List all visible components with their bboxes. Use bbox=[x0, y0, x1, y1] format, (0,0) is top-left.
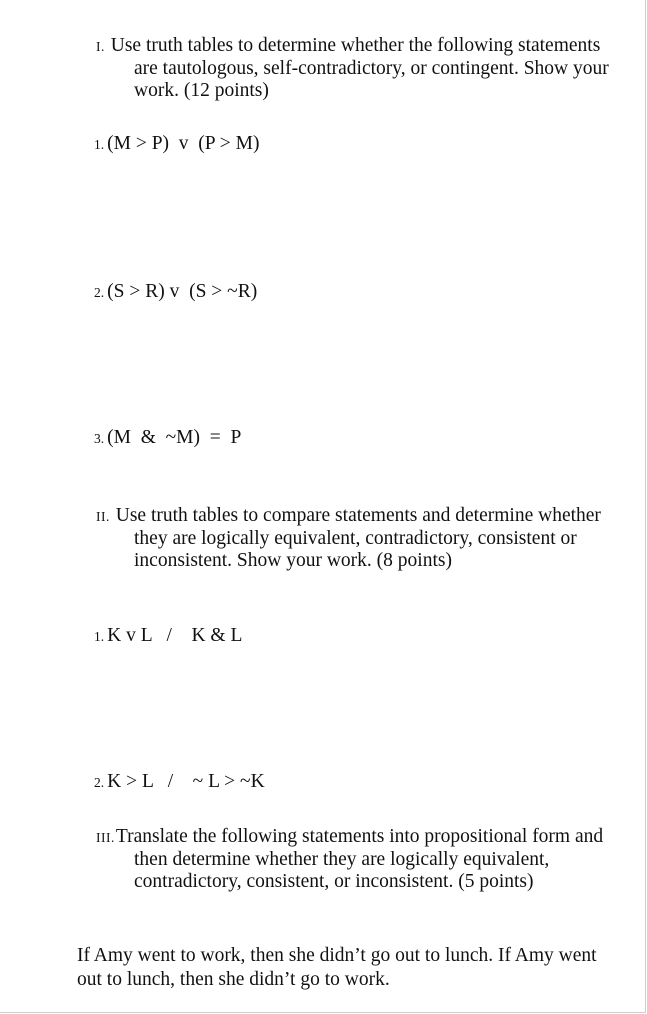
section-3-heading bbox=[96, 826, 624, 893]
section-1-item-2 bbox=[94, 281, 257, 304]
item-number: 2. bbox=[94, 285, 105, 300]
section-2-heading bbox=[96, 505, 624, 572]
item-statement: K > L / ~ L > ~K bbox=[107, 771, 265, 792]
section-2-item-1 bbox=[94, 625, 242, 648]
item-number: 3. bbox=[94, 431, 105, 446]
section-1-text: Use truth tables to determine whether the following statements are tautologous, self-contradictory, or contingent. Show your work. (12 points) bbox=[110, 35, 609, 101]
item-number: 2. bbox=[94, 775, 105, 790]
item-statement: (M & ~M) = P bbox=[107, 427, 242, 448]
section-2-text: Use truth tables to compare statements and determine whether they are logically equivalent, contradictory, consistent or inconsistent. Show your work. (8 points) bbox=[115, 505, 601, 571]
section-3-numeral: III. bbox=[96, 830, 115, 845]
section-1-item-3 bbox=[94, 427, 241, 450]
section-1-numeral: I. bbox=[96, 39, 105, 54]
item-statement: (M > P) v (P > M) bbox=[107, 133, 260, 154]
item-number: 1. bbox=[94, 629, 105, 644]
section-2-item-2 bbox=[94, 771, 265, 794]
closing-statement: If Amy went to work, then she didn’t go out to lunch. If Amy went out to lunch, then she didn’t go to work. bbox=[77, 945, 597, 990]
section-1-item-1 bbox=[94, 133, 260, 156]
item-statement: (S > R) v (S > ~R) bbox=[107, 281, 258, 302]
section-3-text: Translate the following statements into propositional form and then determine whether they are logically equivalent, contradictory, consistent, or inconsistent. (5 points) bbox=[115, 826, 604, 892]
section-2-numeral: II. bbox=[96, 509, 110, 524]
item-number: 1. bbox=[94, 137, 105, 152]
section-1-heading bbox=[96, 35, 624, 102]
item-statement: K v L / K & L bbox=[107, 625, 243, 646]
